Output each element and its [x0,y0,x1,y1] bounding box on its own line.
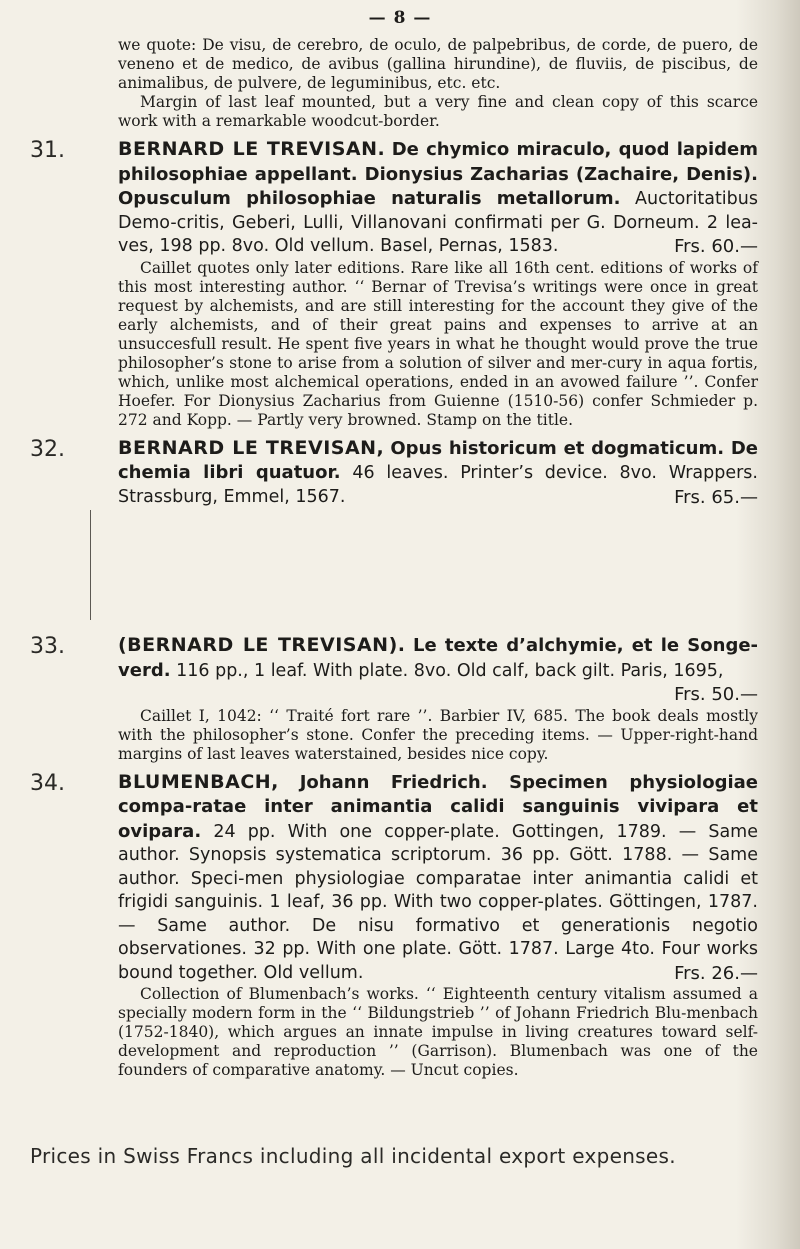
blank-space [30,516,758,634]
catalogue-entry-34 [30,771,758,1081]
catalogue-entry-33 [30,634,758,764]
lot-number: 33. [30,634,65,659]
entry-title: Le texte d’alchymie, et le Songe-verd. [118,635,759,681]
entry-title: Opus historicum et dogmaticum. De chemia libri quatuor. [118,437,758,483]
entry-price: Frs. 60.— [674,236,758,257]
entry-heading [118,771,758,986]
intro-continuation [30,36,758,131]
entry-title: Johann Friedrich. Specimen physiologiae compa-ratae inter animantia calidi sanguinis vivipara et ovipara. [118,771,758,842]
catalogue-content [30,36,758,1087]
entry-imprint: 24 pp. With one copper-plate. Gottingen, 1789. — Same author. Synopsis systematica scriptorum. 36 pp. Gött. 1788. — Same author. Speci-men physiologiae comparatae inter animantia calidi et frigidi sanguinis. 1 leaf, 36 pp. With two copper-plates. Göttingen, 1787. — Same author. De nisu formativo et generationis negotio observationes. 32 pp. With one plate. Gött. 1787. Large 4to. Four works bound together. Old vellum. [118,821,758,983]
lot-number: 31. [30,138,65,163]
margin-rule [90,510,91,620]
catalogue-entry-31 [30,138,758,430]
entry-heading [118,138,758,259]
page-number: — 8 — [368,8,432,28]
entry-title: De chymico miraculo, quod lapidem philosophiae appellant. Dionysius Zacharias (Zachaire, Denis). Opusculum philosophiae naturalis metallorum. [118,139,758,209]
entry-price: Frs. 65.— [674,486,758,508]
entry-imprint: 46 leaves. Printer’s device. 8vo. Wrappers. Strassburg, Emmel, 1567. [118,463,758,507]
lot-number: 34. [30,770,65,796]
entry-price: Frs. 26.— [674,962,758,984]
entry-author: BLUMENBACH, [118,770,279,793]
entry-note: Caillet I, 1042: ‘‘ Traité fort rare ’’. Barbier IV, 685. The book deals mostly with the philosopher’s stone. Confer the preceding items. — Upper-right-hand margins of last leaves waterstained, besides nice copy. [118,706,758,763]
entry-imprint: Auctoritatibus Demo-critis, Geberi, Lulli, Villanovani confirmati per G. Dorneum. 2 lea-ves, 198 pp. 8vo. Old vellum. Basel, Pernas, 1583. [118,189,758,256]
catalogue-entry-32 [30,437,758,510]
entry-author: (BERNARD LE TREVISAN). [118,634,406,656]
entry-author: BERNARD LE TREVISAN, [118,436,385,459]
intro-paragraph: we quote: De visu, de cerebro, de oculo, de palpebribus, de corde, de puero, de veneno et de medico, de avibus (gallina hirundine), de fluviis, de piscibus, de animalibus, de pulvere, de leguminibus, etc. etc. [118,36,758,92]
entry-heading [118,437,758,510]
entry-note: Caillet quotes only later editions. Rare like all 16th cent. editions of works of this most interesting author. ‘‘ Bernar of Trevisa’s writings were once in great request by alchemists, and are still interesting for the account they give of the early alchemists, and of their great pains and expenses to arrive at an unsuccesfull result. He spent five years in what he thought would prove the true philosopher’s stone to arise from a solution of silver and mer-cury in aqua fortis, which, unlike most alchemical operations, ended in an avowed failure ’’. Confer Hoefer. For Dionysius Zacharius from Guienne (1510-56) confer Schmieder p. 272 and Kopp. — Partly very browned. Stamp on the title. [118,258,758,429]
intro-paragraph-condition: Margin of last leaf mounted, but a very fine and clean copy of this scarce work with a remarkable woodcut-border. [118,93,758,130]
lot-number: 32. [30,436,65,462]
entry-price: Frs. 50.— [674,684,758,705]
entry-heading [118,634,758,707]
entry-note: Collection of Blumenbach’s works. ‘‘ Eighteenth century vitalism assumed a specially modern form in the ‘‘ Bildungstrieb ’’ of Johann Friedrich Blu-menbach (1752-1840), which argues an innate impulse in living creatures toward self-development and reproduction ’’ (Garrison). Blumenbach was one of the founders of comparative anatomy. — Uncut copies. [118,985,758,1079]
entry-imprint: 116 pp., 1 leaf. With plate. 8vo. Old calf, back gilt. Paris, 1695, [176,660,724,681]
prices-footer: Prices in Swiss Francs including all incidental export expenses. [30,1144,676,1168]
entry-author: BERNARD LE TREVISAN. [118,138,386,160]
